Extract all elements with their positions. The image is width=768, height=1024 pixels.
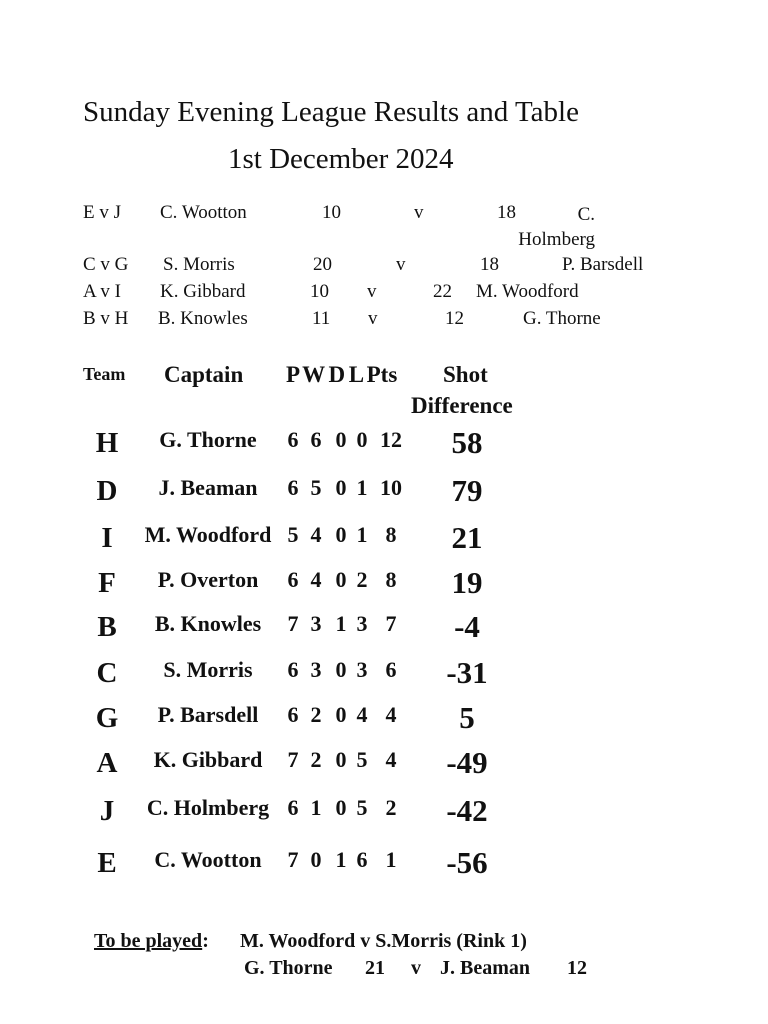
drawn: 0 (335, 475, 347, 500)
result-home-score: 10 (322, 202, 341, 223)
result-away-captain: G. Thorne (523, 308, 601, 329)
drawn: 1 (335, 847, 347, 872)
won: 2 (310, 747, 322, 772)
fixture-2-home: G. Thorne (244, 957, 333, 979)
header-captain: Captain (164, 362, 244, 387)
won: 3 (310, 611, 322, 636)
to-be-played-label: To be played (94, 930, 203, 952)
result-match: B v H (83, 308, 129, 329)
captain-name: P. Barsdell (157, 702, 259, 727)
lost: 1 (356, 522, 368, 547)
points: 10 (380, 475, 402, 500)
drawn: 0 (335, 747, 347, 772)
captain-name: M. Woodford (144, 522, 272, 547)
shot-difference: -56 (446, 845, 488, 880)
lost: 6 (356, 847, 368, 872)
played: 7 (287, 847, 299, 872)
fixture-2-vs: v (411, 957, 421, 979)
captain-name: B. Knowles (154, 611, 262, 636)
lost: 1 (356, 475, 368, 500)
team-letter: C (96, 657, 118, 689)
team-letter: I (101, 522, 113, 554)
drawn: 0 (335, 657, 347, 682)
result-away-captain-wrap (83, 202, 595, 252)
shot-difference: 21 (451, 520, 483, 555)
result-home-captain: C. Wootton (160, 202, 247, 223)
header-difference: Difference (411, 393, 513, 418)
lost: 3 (356, 611, 368, 636)
captain-name: K. Gibbard (153, 747, 263, 772)
result-home-score: 11 (312, 308, 331, 329)
shot-difference: 5 (459, 700, 475, 735)
lost: 0 (356, 427, 368, 452)
captain-name: C. Wootton (154, 847, 262, 872)
page-date: 1st December 2024 (228, 143, 454, 175)
result-home-captain: K. Gibbard (160, 281, 246, 302)
result-match: A v I (83, 281, 121, 302)
team-letter: F (98, 567, 116, 599)
points: 8 (385, 522, 397, 547)
captain-name: G. Thorne (159, 427, 257, 452)
result-away-score: 22 (433, 281, 452, 302)
points: 2 (385, 795, 397, 820)
result-home-captain: S. Morris (163, 254, 235, 275)
shot-difference: 19 (451, 565, 483, 600)
points: 1 (385, 847, 397, 872)
fixture-2-away: J. Beaman (440, 957, 530, 979)
captain-name: C. Holmberg (146, 795, 270, 820)
team-letter: H (95, 427, 119, 459)
result-away-score: 18 (497, 202, 516, 223)
won: 0 (310, 847, 322, 872)
won: 3 (310, 657, 322, 682)
result-away-score: 12 (445, 308, 464, 329)
drawn: 0 (335, 702, 347, 727)
played: 6 (287, 567, 299, 592)
points: 12 (380, 427, 402, 452)
result-home-captain: B. Knowles (158, 308, 248, 329)
played: 7 (287, 611, 299, 636)
won: 6 (310, 427, 322, 452)
shot-difference: 58 (451, 425, 483, 460)
result-match: C v G (83, 254, 129, 275)
captain-name: P. Overton (157, 567, 259, 592)
fixture-1: M. Woodford v S.Morris (Rink 1) (240, 930, 527, 952)
team-letter: D (96, 475, 118, 507)
played: 6 (287, 795, 299, 820)
header-team: Team (83, 364, 126, 384)
fixture-2-home-score: 21 (365, 957, 385, 979)
result-away-score: 18 (480, 254, 499, 275)
team-letter: B (97, 611, 117, 643)
fixture-2-away-score: 12 (567, 957, 587, 979)
lost: 4 (356, 702, 368, 727)
page-title: Sunday Evening League Results and Table (83, 96, 579, 128)
result-away-captain: P. Barsdell (562, 254, 644, 275)
team-letter: G (95, 702, 119, 734)
result-home-score: 10 (310, 281, 329, 302)
won: 2 (310, 702, 322, 727)
result-home-score: 20 (313, 254, 332, 275)
result-away-captain: M. Woodford (476, 281, 579, 302)
won: 4 (310, 522, 322, 547)
points: 6 (385, 657, 397, 682)
played: 6 (287, 475, 299, 500)
drawn: 0 (335, 427, 347, 452)
won: 5 (310, 475, 322, 500)
result-vs: v (414, 202, 424, 223)
played: 7 (287, 747, 299, 772)
to-be-played-colon: : (202, 930, 209, 952)
shot-difference: -31 (446, 655, 488, 690)
played: 6 (287, 702, 299, 727)
captain-name: J. Beaman (158, 475, 258, 500)
drawn: 1 (335, 611, 347, 636)
points: 7 (385, 611, 397, 636)
captain-name: S. Morris (163, 657, 253, 682)
result-vs: v (367, 281, 377, 302)
shot-difference: -4 (454, 609, 480, 644)
drawn: 0 (335, 795, 347, 820)
shot-difference: -42 (446, 793, 488, 828)
drawn: 0 (335, 522, 347, 547)
points: 4 (385, 702, 397, 727)
lost: 2 (356, 567, 368, 592)
result-match: E v J (83, 202, 121, 223)
won: 4 (310, 567, 322, 592)
lost: 5 (356, 747, 368, 772)
shot-difference: -49 (446, 745, 488, 780)
result-vs: v (396, 254, 406, 275)
shot-difference: 79 (451, 473, 483, 508)
won: 1 (310, 795, 322, 820)
team-letter: E (97, 847, 117, 879)
result-vs: v (368, 308, 378, 329)
team-letter: J (99, 795, 115, 827)
result-away-captain: C. Holmberg (518, 204, 595, 250)
lost: 5 (356, 795, 368, 820)
played: 5 (287, 522, 299, 547)
header-stats: P W D L Pts (286, 362, 398, 387)
points: 4 (385, 747, 397, 772)
points: 8 (385, 567, 397, 592)
lost: 3 (356, 657, 368, 682)
to-be-played (94, 930, 209, 953)
header-shot: Shot (443, 362, 488, 387)
played: 6 (287, 427, 299, 452)
drawn: 0 (335, 567, 347, 592)
team-letter: A (96, 747, 118, 779)
played: 6 (287, 657, 299, 682)
